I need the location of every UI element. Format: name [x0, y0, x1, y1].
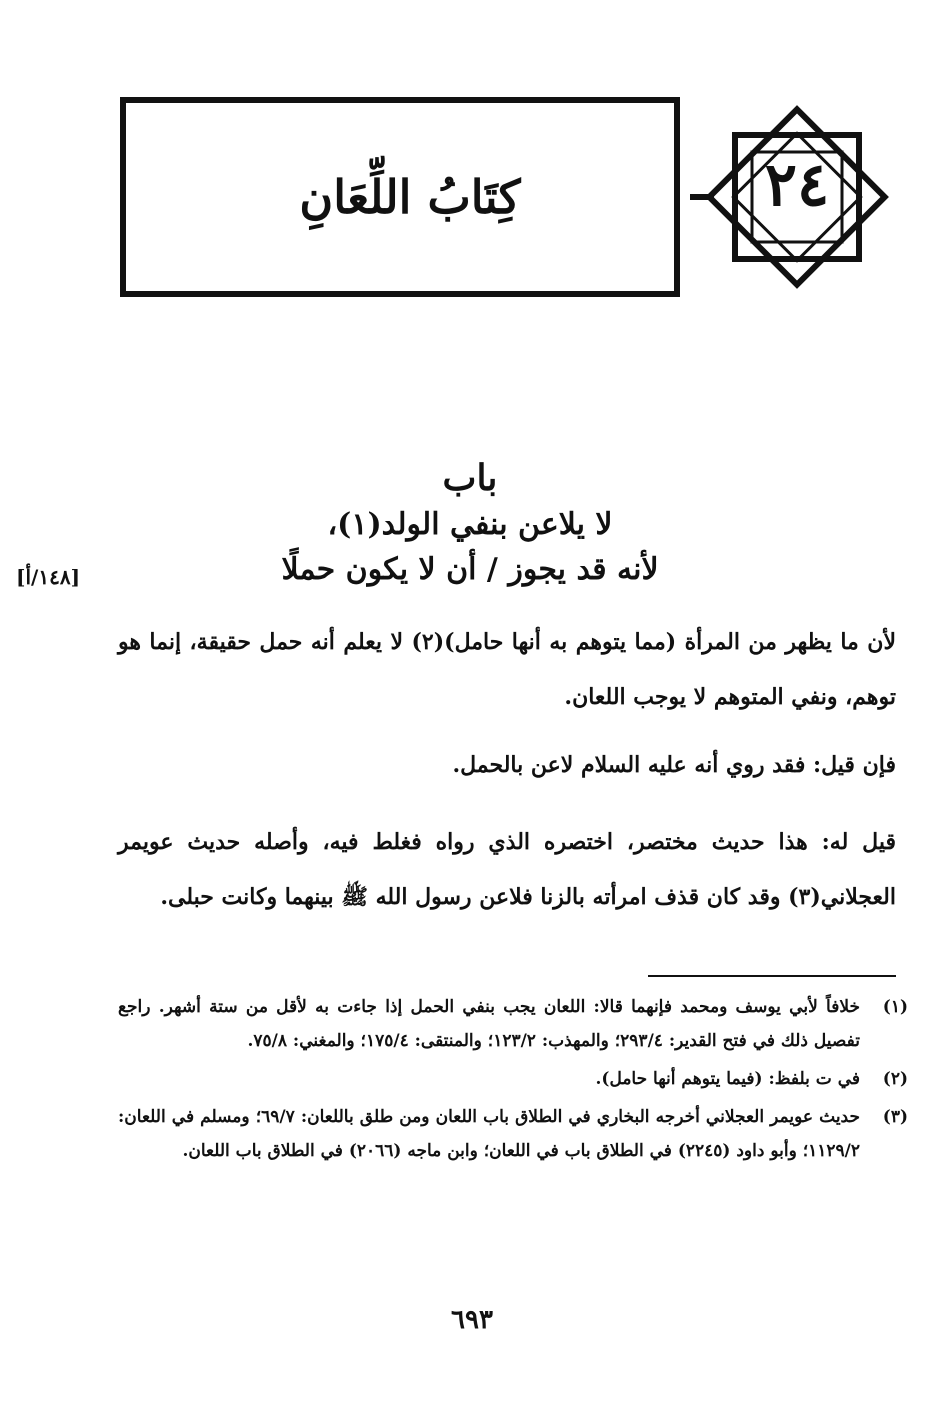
footnote-number: (٣) — [882, 1107, 908, 1127]
footnote-text: خلافاً لأبي يوسف ومحمد فإنهما قالا: اللعان يجب بنفي الحمل إذا جاءت به لأقل من ستة أشهر. راجع تفصيل ذلك في فتح القدير: ٢٩٣/٤؛ والمهذب: ١٢٣/٢؛ والمنتقى: ١٧٥/٤؛ والمغني: ٧٥/٨. — [118, 997, 860, 1051]
footnotes — [118, 990, 908, 1172]
body-paragraph-1: لأن ما يظهر من المرأة (مما يتوهم به أنها حامل)(٢) لا يعلم أنه حمل حقيقة، إنما هو توهم، ونفي المتوهم لا يوجب اللعان. — [118, 629, 896, 710]
section-heading-word: باب — [442, 457, 498, 499]
footnote-text: في ت بلفظ: (فيما يتوهم أنها حامل). — [595, 1069, 860, 1089]
footnote-text: حديث عويمر العجلاني أخرجه البخاري في الطلاق باب اللعان ومن طلق باللعان: ٦٩/٧؛ ومسلم في اللعان: ١١٢٩/٢؛ وأبو داود (٢٢٤٥) في الطلاق باب في اللعان؛ وابن ماجه (٢٠٦٦) في الطلاق باب اللعان. — [118, 1107, 860, 1161]
chapter-number: ٢٤ — [764, 150, 830, 220]
footnote-separator — [648, 975, 896, 977]
footnote-item — [118, 990, 908, 1058]
footnote-number: (١) — [882, 997, 908, 1017]
footnote-number: (٢) — [882, 1069, 908, 1089]
section-heading — [120, 455, 820, 592]
page-number: ٦٩٣ — [451, 1305, 493, 1335]
body-paragraph-3: قيل له: هذا حديث مختصر، اختصره الذي رواه فغلط فيه، وأصله حديث عويمر العجلاني(٣) وقد كان قذف امرأته بالزنا فلاعن رسول الله ﷺ بينهما وكانت حبلى. — [118, 829, 896, 910]
manuscript-margin-reference: [١٤٨/أ] — [16, 565, 81, 589]
body-paragraph-2: فإن قيل: فقد روي أنه عليه السلام لاعن بالحمل. — [452, 752, 896, 778]
chapter-title: كِتَابُ اللِّعَانِ — [299, 170, 521, 224]
footnote-item — [118, 1100, 908, 1168]
section-heading-line-1: لا يلاعن بنفي الولد(١)، — [327, 506, 613, 542]
section-heading-line-2: لأنه قد يجوز / أن لا يكون حملًا — [281, 551, 659, 587]
footnote-item — [118, 1062, 908, 1096]
